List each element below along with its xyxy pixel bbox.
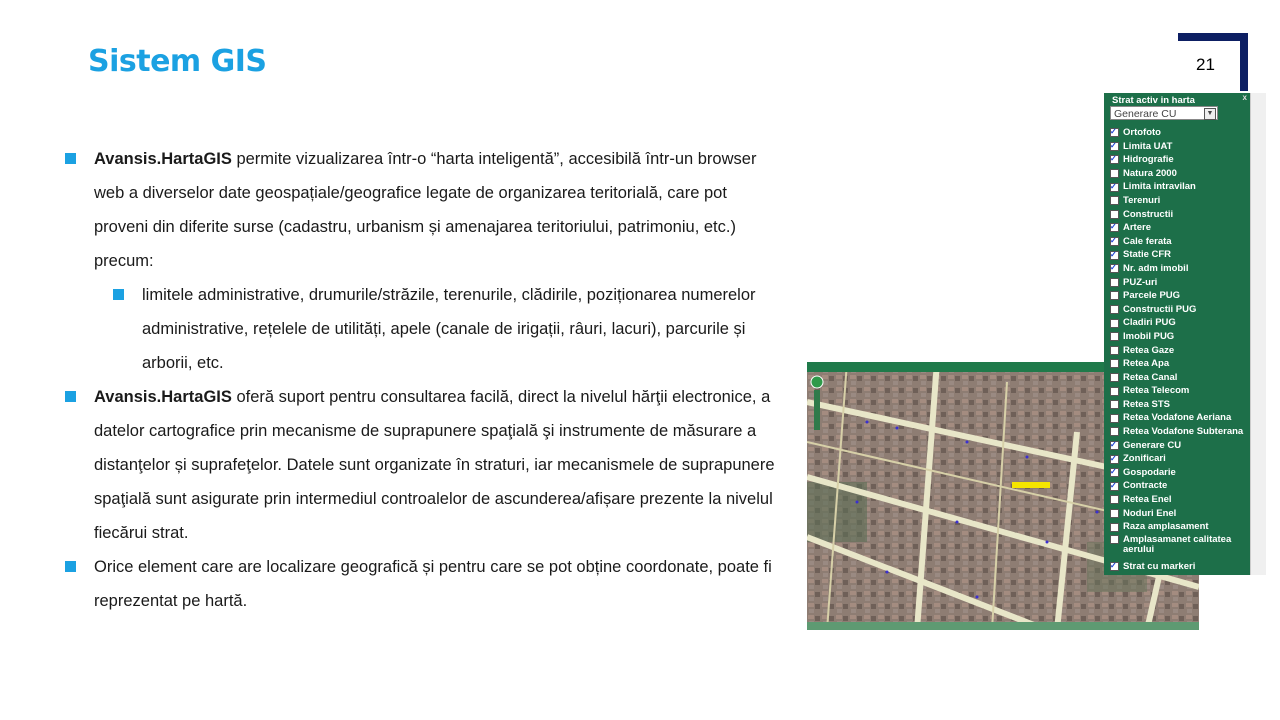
layer-label: Cale ferata <box>1123 235 1172 247</box>
bullet-bold: Avansis.HartaGIS <box>94 150 232 168</box>
layer-label: Zonificari <box>1123 453 1166 465</box>
layer-label: Natura 2000 <box>1123 167 1177 179</box>
layer-item[interactable] <box>1110 316 1250 330</box>
layer-label: Amplasamanet calitatea aerului <box>1123 533 1232 555</box>
layer-checkbox[interactable] <box>1110 468 1119 477</box>
layer-label: Terenuri <box>1123 194 1161 206</box>
layer-label: Hidrografie <box>1123 154 1174 166</box>
bullet-square-icon <box>65 391 76 402</box>
layer-list <box>1110 126 1250 573</box>
layer-label: Retea Enel <box>1123 494 1172 506</box>
layer-panel <box>1104 93 1250 575</box>
chevron-down-icon[interactable]: ▼ <box>1204 108 1216 120</box>
bullet-square-icon <box>113 289 124 300</box>
layer-checkbox[interactable] <box>1110 414 1119 423</box>
layer-label: Nr. adm imobil <box>1123 262 1189 274</box>
layer-label: Generare CU <box>1123 439 1182 451</box>
bullet-item <box>65 380 785 550</box>
bullet-square-icon <box>65 153 76 164</box>
layer-checkbox[interactable] <box>1110 196 1119 205</box>
layer-label: Cladiri PUG <box>1123 317 1176 329</box>
bullet-text: oferă suport pentru consultarea facilă, direct la nivelul hărţii electronice, a datelor cartografice prin mecanisme de suprapunere spaţială şi instrumente de măsurare a distanţelor și suprafeţelor. Datele sunt organizate în straturi, iar mecanismele de suprapunere spaţială sunt asigurate prin intermediul controalelor de ascunderea/afișare prezente la nivelul fiecărui strat. <box>94 388 775 542</box>
layer-label: Constructii <box>1123 208 1174 220</box>
layer-checkbox[interactable] <box>1110 482 1119 491</box>
layer-checkbox[interactable] <box>1110 237 1119 246</box>
layer-item[interactable] <box>1110 126 1250 140</box>
sub-bullet-item <box>65 278 785 380</box>
layer-checkbox[interactable] <box>1110 128 1119 137</box>
layer-item[interactable] <box>1110 180 1250 194</box>
layer-checkbox[interactable] <box>1110 264 1119 273</box>
layer-item[interactable] <box>1110 560 1250 574</box>
layer-checkbox[interactable] <box>1110 346 1119 355</box>
layer-checkbox[interactable] <box>1110 523 1119 532</box>
layer-checkbox[interactable] <box>1110 427 1119 436</box>
layer-label: Artere <box>1123 222 1151 234</box>
layer-item[interactable] <box>1110 479 1250 493</box>
layer-item[interactable] <box>1110 289 1250 303</box>
bullet-item <box>65 550 785 618</box>
bullet-bold: Avansis.HartaGIS <box>94 388 232 406</box>
layer-checkbox[interactable] <box>1110 142 1119 151</box>
layer-item[interactable] <box>1110 303 1250 317</box>
layer-checkbox[interactable] <box>1110 535 1119 544</box>
layer-label: Retea Vodafone Subterana <box>1123 426 1244 438</box>
layer-label: Raza amplasament <box>1123 521 1209 533</box>
layer-item[interactable] <box>1110 262 1250 276</box>
layer-label: Retea Vodafone Aeriana <box>1123 412 1232 424</box>
layer-label: Parcele PUG <box>1123 290 1181 302</box>
layer-checkbox[interactable] <box>1110 223 1119 232</box>
bullet-square-icon <box>65 561 76 572</box>
layer-checkbox[interactable] <box>1110 332 1119 341</box>
layer-label: Retea Apa <box>1123 358 1170 370</box>
layer-label: Gospodarie <box>1123 466 1176 478</box>
layer-label: Limita UAT <box>1123 140 1173 152</box>
layer-item[interactable] <box>1110 330 1250 344</box>
layer-checkbox[interactable] <box>1110 251 1119 260</box>
layer-checkbox[interactable] <box>1110 359 1119 368</box>
layer-label: Noduri Enel <box>1123 507 1177 519</box>
page-number: 21 <box>1196 55 1215 74</box>
layer-label: Ortofoto <box>1123 127 1161 138</box>
layer-item[interactable] <box>1110 235 1250 249</box>
layer-item[interactable] <box>1110 507 1250 521</box>
layer-checkbox[interactable] <box>1110 169 1119 178</box>
layer-item[interactable] <box>1110 276 1250 290</box>
layer-checkbox[interactable] <box>1110 319 1119 328</box>
layer-item[interactable] <box>1110 439 1250 453</box>
layer-checkbox[interactable] <box>1110 441 1119 450</box>
layer-item[interactable] <box>1110 344 1250 358</box>
layer-item[interactable] <box>1110 194 1250 208</box>
layer-checkbox[interactable] <box>1110 387 1119 396</box>
close-icon[interactable]: x <box>1242 93 1247 102</box>
layer-checkbox[interactable] <box>1110 455 1119 464</box>
layer-checkbox[interactable] <box>1110 373 1119 382</box>
layer-item[interactable] <box>1110 357 1250 371</box>
slide-title: Sistem GIS <box>88 44 267 79</box>
layer-label: Imobil PUG <box>1123 330 1175 342</box>
layer-label: Retea Gaze <box>1123 344 1175 356</box>
layer-item[interactable] <box>1110 493 1250 507</box>
layer-label: Retea STS <box>1123 398 1170 410</box>
layer-item[interactable] <box>1110 167 1250 181</box>
layer-checkbox[interactable] <box>1110 400 1119 409</box>
layer-label: Constructii PUG <box>1123 303 1197 315</box>
layer-checkbox[interactable] <box>1110 495 1119 504</box>
layer-item[interactable] <box>1110 371 1250 385</box>
layer-item[interactable] <box>1110 534 1250 560</box>
layer-checkbox[interactable] <box>1110 183 1119 192</box>
map-status-bar <box>807 622 1199 630</box>
layer-label: Retea Canal <box>1123 371 1178 383</box>
layer-item[interactable] <box>1110 466 1250 480</box>
sub-bullet-text: limitele administrative, drumurile/străzile, terenurile, clădirile, poziționarea numerelor administrative, rețelele de utilități, apele (canale de irigații, râuri, lacuri), parcurile și arborii, etc. <box>142 286 756 372</box>
bullet-text: Orice element care are localizare geografică și pentru care se pot obține coordonate, poate fi reprezentat pe hartă. <box>94 558 772 610</box>
layer-label: Retea Telecom <box>1123 385 1190 397</box>
layer-item[interactable] <box>1110 411 1250 425</box>
layer-panel-scrollbar[interactable] <box>1250 93 1266 575</box>
layer-checkbox[interactable] <box>1110 305 1119 314</box>
layer-label: Statie CFR <box>1123 249 1172 261</box>
layer-checkbox[interactable] <box>1110 210 1119 219</box>
active-layer-value: Generare CU <box>1114 108 1177 120</box>
layer-item[interactable] <box>1110 520 1250 534</box>
layer-label: PUZ-uri <box>1123 276 1158 288</box>
layer-item[interactable] <box>1110 140 1250 154</box>
layer-item[interactable] <box>1110 248 1250 262</box>
layer-checkbox[interactable] <box>1110 155 1119 164</box>
layer-checkbox[interactable] <box>1110 562 1119 571</box>
layer-item[interactable] <box>1110 221 1250 235</box>
layer-item[interactable] <box>1110 425 1250 439</box>
active-layer-select[interactable] <box>1110 106 1218 120</box>
slide-content <box>65 142 785 618</box>
layer-item[interactable] <box>1110 452 1250 466</box>
layer-label: Strat cu markeri <box>1123 560 1196 572</box>
layer-checkbox[interactable] <box>1110 278 1119 287</box>
layer-checkbox[interactable] <box>1110 291 1119 300</box>
layer-item[interactable] <box>1110 398 1250 412</box>
bullet-text: permite vizualizarea într-o “harta inteligentă”, accesibilă într-un browser web a diverselor date geospațiale/geografice legate de organizarea teritorială, care pot proveni din diferite surse (cadastru, urbanism și amenajarea teritoriului, patrimoniu, etc.) precum: <box>94 150 757 270</box>
layer-label: Contracte <box>1123 480 1168 492</box>
layer-checkbox[interactable] <box>1110 509 1119 518</box>
layer-label: Limita intravilan <box>1123 181 1196 193</box>
layer-item[interactable] <box>1110 208 1250 222</box>
layer-item[interactable] <box>1110 153 1250 167</box>
layer-item[interactable] <box>1110 384 1250 398</box>
bullet-item <box>65 142 785 278</box>
layer-panel-header: Strat activ in harta <box>1112 95 1195 106</box>
